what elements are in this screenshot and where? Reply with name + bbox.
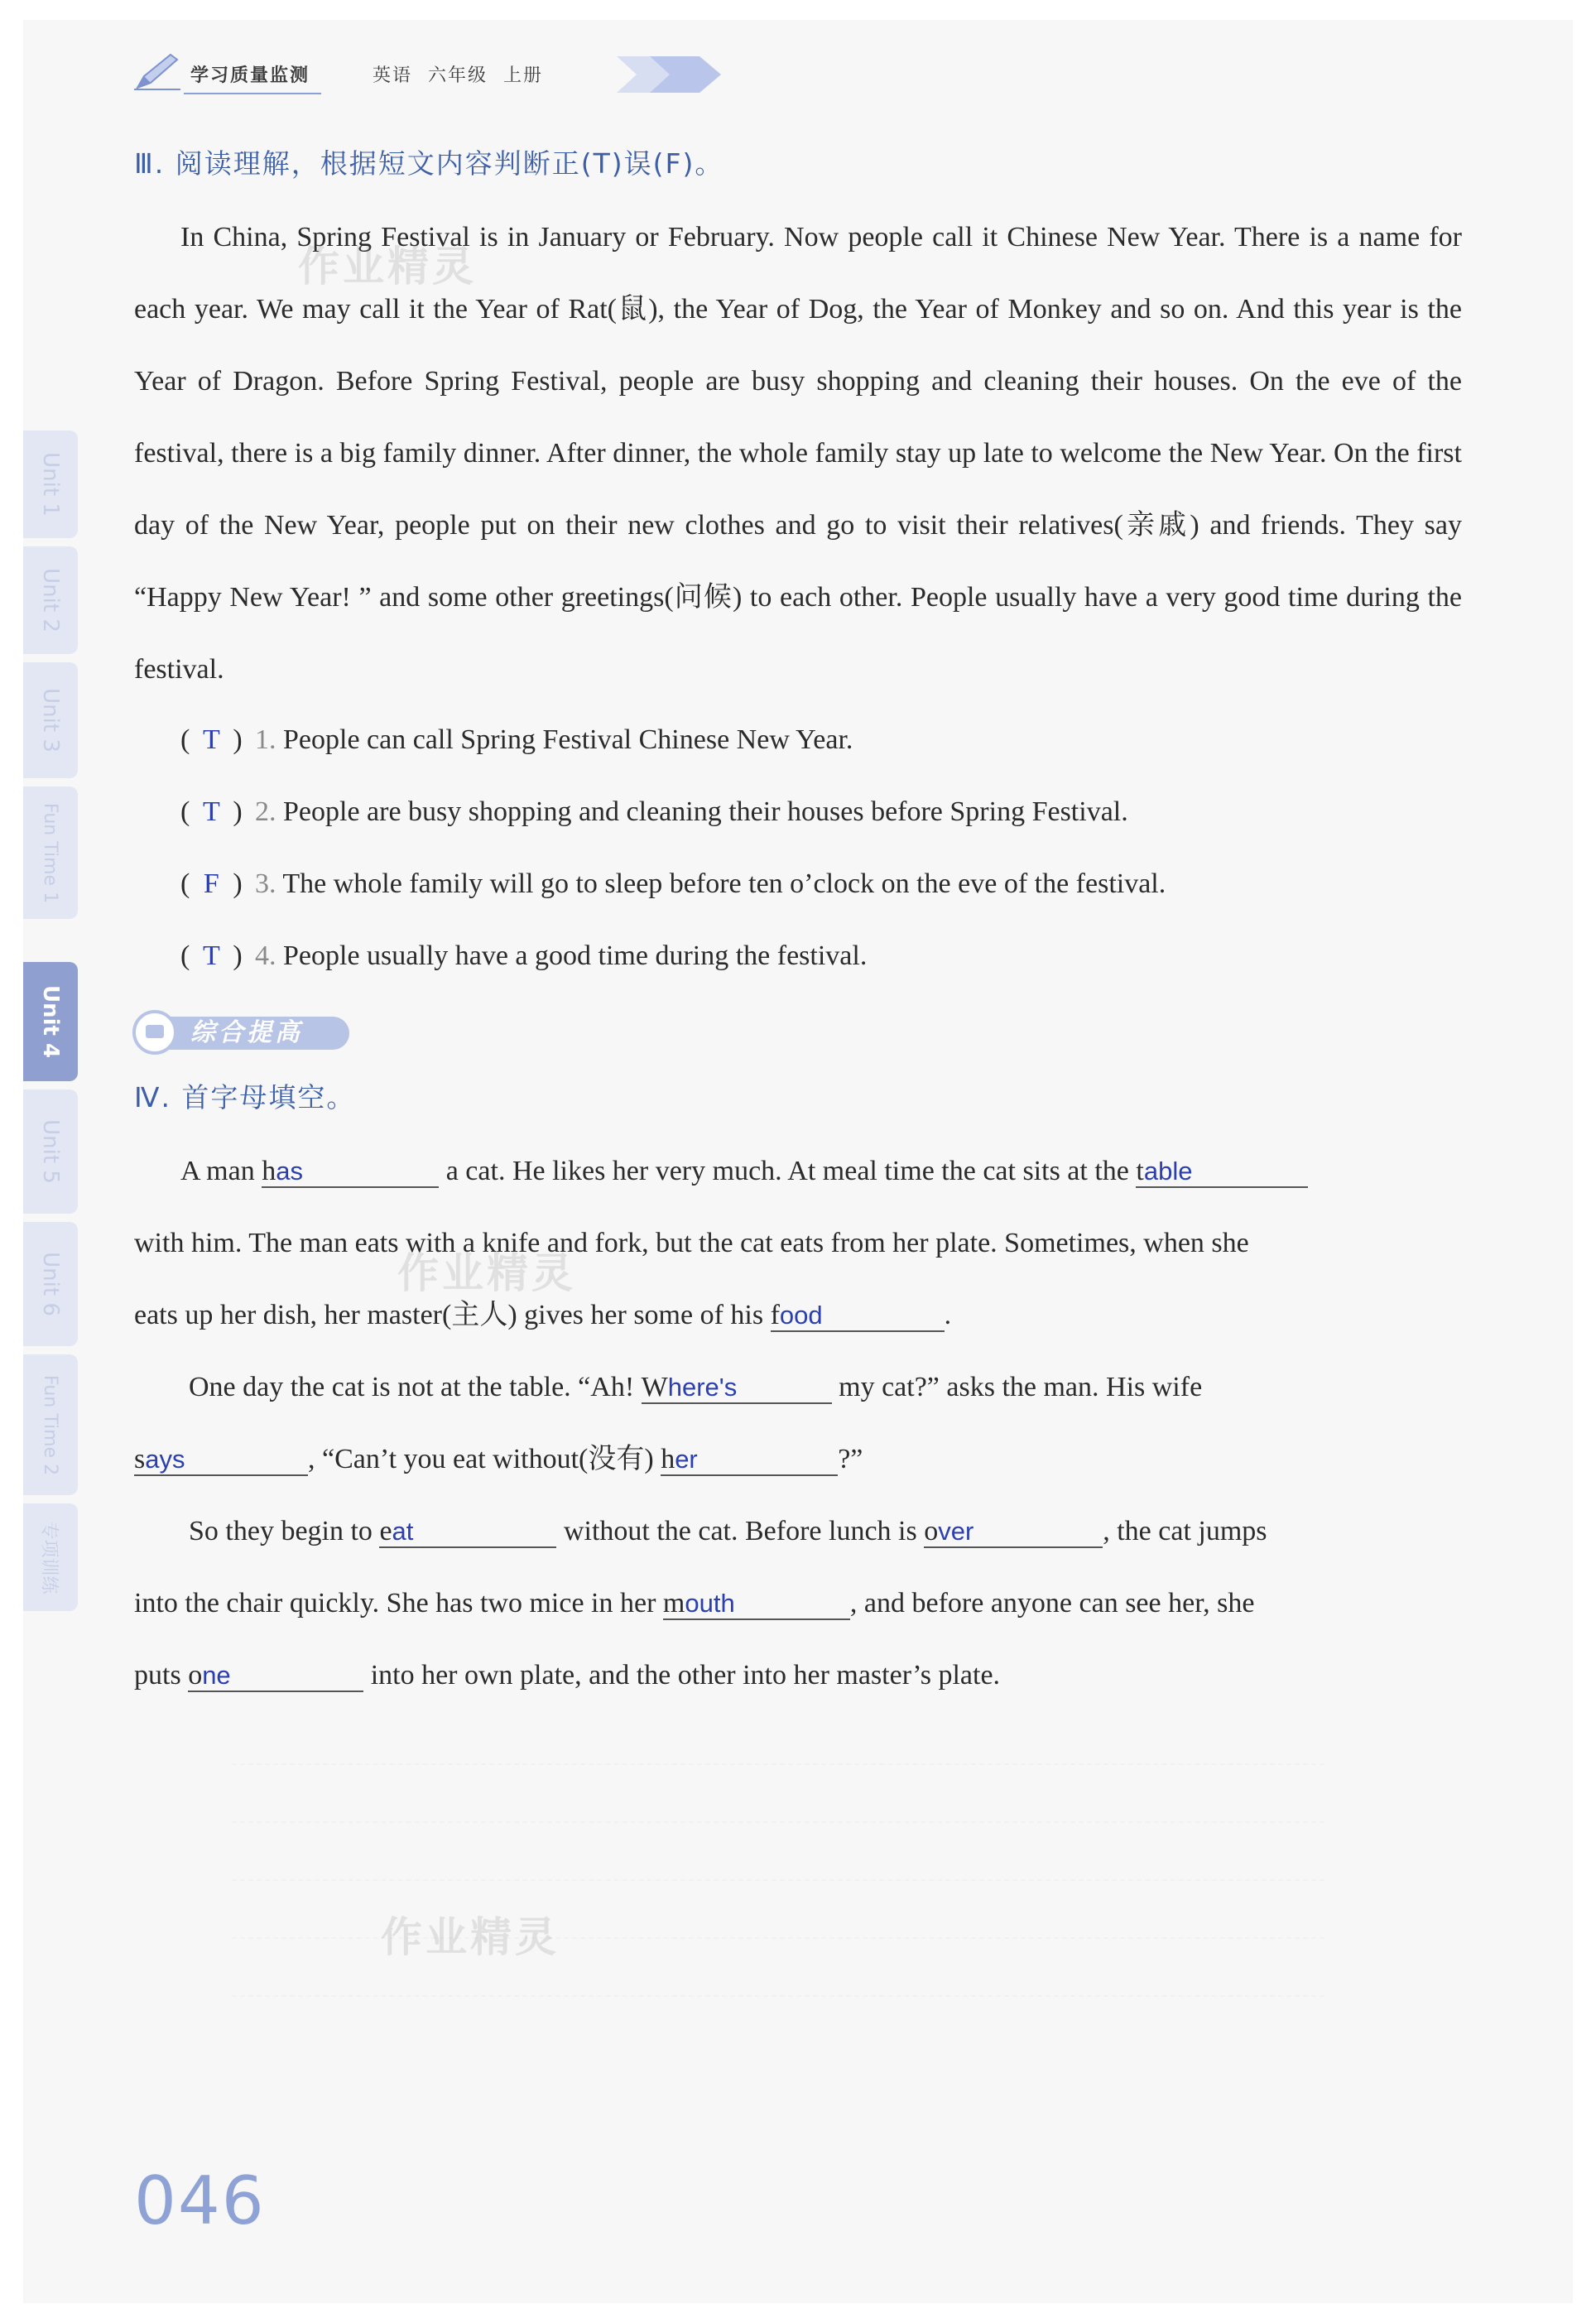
blank-10[interactable]: one (188, 1652, 363, 1692)
header-volume: 上册 (503, 65, 544, 86)
blank-9[interactable]: mouth (663, 1580, 850, 1620)
fill-line-8: puts one into her own plate, and the other into her master’s plate. (134, 1651, 1000, 1700)
side-tab-unit-5[interactable]: Unit 5 (23, 1089, 78, 1214)
side-tab-unit-6[interactable]: Unit 6 (23, 1222, 78, 1346)
blank-1[interactable]: has (262, 1148, 439, 1188)
fill-line-4: One day the cat is not at the table. “Ah! Where's my cat?” asks the man. His wife (189, 1363, 1202, 1412)
passage-text: In China, Spring Festival is in January or February. Now people call it Chinese New Year. There is a name for each year. We may call it the Year of Rat(鼠), the Year of Dog, the Year of Monkey and so on. And this year is the Year of Dragon. Before Spring Festival, people are busy shopping and cleaning their houses. On the eve of the festival, there is a big family dinner. After dinner, the whole family stay up late to welcome the New Year. On the first day of the New Year, people put on their new clothes and go to visit their relatives(亲戚) and friends. They say “Happy New Year! ” and some other greetings(问候) to each other. People usually have a very good time during the festival. (134, 222, 1462, 685)
comprehensive-banner: 综合提高 (132, 1008, 354, 1055)
page-header (132, 51, 762, 109)
watermark-top: 作业精灵 (298, 243, 477, 291)
blank-4[interactable]: Where's (642, 1364, 832, 1404)
blank-6[interactable]: her (661, 1436, 838, 1476)
side-tab-fun-time-2[interactable]: Fun Time 2 (23, 1354, 78, 1495)
side-tab-unit-2[interactable]: Unit 2 (23, 546, 78, 654)
fill-line-2: with him. The man eats with a knife and fork, but the cat eats from her plate. Sometimes, when she (134, 1228, 1249, 1258)
fill-line-5: says , “Can’t you eat without(没有) her ?” (134, 1435, 863, 1484)
side-tab-special-training[interactable]: 专项训练 (23, 1503, 78, 1611)
blank-2[interactable]: table (1136, 1148, 1308, 1188)
watermark-bottom: 作业精灵 (381, 1913, 560, 1961)
pencil-icon (132, 51, 182, 91)
fill-line-7: into the chair quickly. She has two mice in her mouth , and before anyone can see her, she (134, 1579, 1255, 1628)
side-tab-fun-time-1[interactable]: Fun Time 1 (23, 786, 78, 919)
header-title: 学习质量监测 (184, 60, 321, 94)
header-grade: 六年级 (428, 65, 488, 86)
question-4: ( T ) 4. People usually have a good time during the festival. (180, 931, 867, 981)
fill-line-3: eats up her dish, her master(主人) gives her some of his food . (134, 1291, 951, 1340)
section-4-heading: Ⅳ. 首字母填空。 (134, 1081, 356, 1113)
fill-line-1: A man has a cat. He likes her very much. At meal time the cat sits at the table (180, 1147, 1308, 1196)
answer-3[interactable]: F (203, 868, 219, 899)
header-subject: 英语 (373, 65, 413, 86)
answer-2[interactable]: T (202, 796, 220, 827)
question-3: ( F ) 3. The whole family will go to sleep before ten o’clock on the eve of the festival. (180, 859, 1166, 909)
blank-8[interactable]: over (924, 1508, 1103, 1548)
page-number: 046 (134, 2162, 266, 2239)
side-tab-unit-4[interactable]: Unit 4 (23, 962, 78, 1081)
watermark-middle: 作业精灵 (397, 1249, 576, 1297)
answer-1[interactable]: T (202, 724, 220, 755)
blank-7[interactable]: eat (379, 1508, 556, 1548)
fill-line-6: So they begin to eat without the cat. Before lunch is over , the cat jumps (189, 1507, 1267, 1556)
section-3-heading: Ⅲ. 阅读理解，根据短文内容判断正(T)误(F)。 (134, 147, 724, 180)
side-tab-unit-1[interactable]: Unit 1 (23, 430, 78, 538)
blank-3[interactable]: food (771, 1292, 945, 1332)
blank-5[interactable]: says (134, 1436, 308, 1476)
header-subtitle (373, 60, 543, 93)
double-chevron-icon (617, 53, 741, 94)
question-1: ( T ) 1. People can call Spring Festival Chinese New Year. (180, 715, 853, 765)
question-2: ( T ) 2. People are busy shopping and cleaning their houses before Spring Festival. (180, 787, 1128, 837)
banner-book-icon (132, 1010, 177, 1055)
side-tab-unit-3[interactable]: Unit 3 (23, 662, 78, 778)
answer-4[interactable]: T (202, 940, 220, 971)
